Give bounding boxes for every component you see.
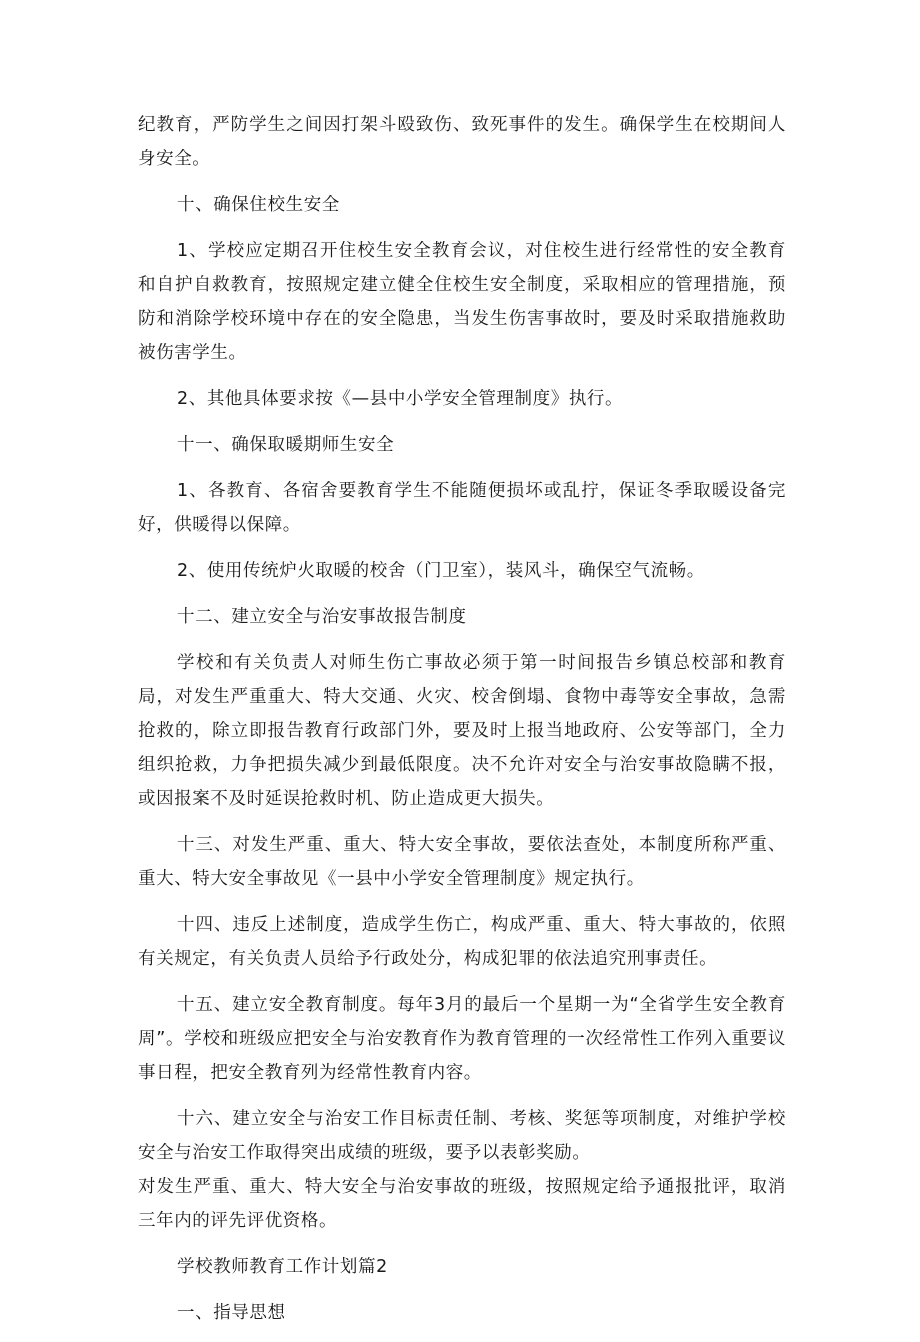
paragraph-10-1: 1、学校应定期召开住校生安全教育会议，对住校生进行经常性的安全教育和自护自救教育，按照规定建立健全住校生安全制度，采取相应的管理措施，预防和消除学校环境中存在的安全隐患，当发生伤害事故时，要及时采取措施救助被伤害学生。 (138, 241, 786, 363)
paragraph-11-1: 1、各教育、各宿舍要教育学生不能随便损坏或乱拧，保证冬季取暖设备完好，供暖得以保障。 (138, 481, 786, 535)
section-heading-guiding-ideology: 一、指导思想 (177, 1303, 286, 1323)
paragraph-16-continued: 对发生严重、重大、特大安全与治安事故的班级，按照规定给予通报批评，取消三年内的评先评优资格。 (138, 1177, 786, 1231)
paragraph-12-body: 学校和有关负责人对师生伤亡事故必须于第一时间报告乡镇总校部和教育局，对发生严重重大、特大交通、火灾、校舍倒塌、食物中毒等安全事故，急需抢救的，除立即报告教育行政部门外，要及时上报当地政府、公安等部门，全力组织抢救，力争把损失减少到最低限度。决不允许对安全与治安事故隐瞒不报，或因报案不及时延误抢救时机、防止造成更大损失。 (138, 653, 786, 809)
paragraph-11-2: 2、使用传统炉火取暖的校舍（门卫室），装风斗，确保空气流畅。 (177, 561, 705, 581)
section-heading-12: 十二、建立安全与治安事故报告制度 (177, 607, 467, 627)
paragraph-10-2: 2、其他具体要求按《—县中小学安全管理制度》执行。 (177, 389, 624, 409)
document-body (138, 108, 786, 1342)
paragraph-15: 十五、建立安全教育制度。每年3月的最后一个星期一为“全省学生安全教育周”。学校和班级应把安全与治安教育作为教育管理的一次经常性工作列入重要议事日程，把安全教育列为经常性教育内容。 (138, 995, 786, 1083)
section-heading-10: 十、确保住校生安全 (177, 195, 340, 215)
section-heading-11: 十一、确保取暖期师生安全 (177, 435, 395, 455)
paragraph-16: 十六、建立安全与治安工作目标责任制、考核、奖惩等项制度，对维护学校安全与治安工作取得突出成绩的班级，要予以表彰奖励。 (138, 1109, 786, 1163)
paragraph-continuation: 纪教育，严防学生之间因打架斗殴致伤、致死事件的发生。确保学生在校期间人身安全。 (138, 115, 786, 169)
paragraph-13: 十三、对发生严重、重大、特大安全事故，要依法查处，本制度所称严重、重大、特大安全事故见《一县中小学安全管理制度》规定执行。 (138, 835, 786, 889)
plan-title-part-2: 学校教师教育工作计划篇2 (177, 1257, 388, 1277)
paragraph-14: 十四、违反上述制度，造成学生伤亡，构成严重、重大、特大事故的，依照有关规定，有关负责人员给予行政处分，构成犯罪的依法追究刑事责任。 (138, 915, 786, 969)
